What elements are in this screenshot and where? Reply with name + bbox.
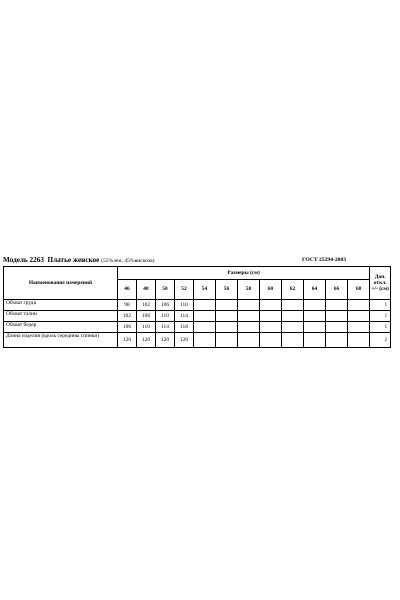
gost-standard: ГОСТ 25294-2003 xyxy=(302,257,347,263)
sizes-header: Размеры (см) xyxy=(118,267,370,280)
tolerance-cell: 1 xyxy=(370,300,391,311)
value-cell xyxy=(238,300,260,311)
table-header-row xyxy=(4,267,391,280)
value-cell: 102 xyxy=(137,300,156,311)
value-cell xyxy=(348,322,370,333)
measurement-name: Обхват талии xyxy=(4,311,118,322)
table-row xyxy=(4,333,391,348)
fabric-composition: (55%лен, 45%вискоза) xyxy=(101,258,155,264)
value-cell: 110 xyxy=(156,311,175,322)
value-cell: 106 xyxy=(156,300,175,311)
value-cell xyxy=(216,322,238,333)
value-cell xyxy=(216,300,238,311)
size-header-cell: 64 xyxy=(304,280,326,300)
value-cell: 114 xyxy=(175,311,194,322)
value-cell xyxy=(238,311,260,322)
size-header-cell: 48 xyxy=(137,280,156,300)
value-cell xyxy=(194,311,216,322)
size-header-cell: 52 xyxy=(175,280,194,300)
value-cell xyxy=(326,311,348,322)
measurement-name: Обхват бедер xyxy=(4,322,118,333)
measurement-name-header: Наименование измерений xyxy=(4,267,118,300)
value-cell: 102 xyxy=(118,311,137,322)
value-cell xyxy=(194,300,216,311)
model-name: Модель 2263 xyxy=(3,256,44,264)
value-cell xyxy=(348,333,370,348)
value-cell: 114 xyxy=(156,322,175,333)
value-cell xyxy=(326,300,348,311)
value-cell: 106 xyxy=(118,322,137,333)
document-title xyxy=(3,256,154,264)
tolerance-cell: 1 xyxy=(370,311,391,322)
measurement-name: Обхват груди xyxy=(4,300,118,311)
table-row xyxy=(4,322,391,333)
tolerance-header: Доп. откл. +/- (см) xyxy=(370,267,391,300)
value-cell xyxy=(326,322,348,333)
table-row xyxy=(4,311,391,322)
value-cell xyxy=(238,322,260,333)
value-cell xyxy=(260,333,282,348)
size-header-cell: 58 xyxy=(238,280,260,300)
value-cell xyxy=(348,300,370,311)
size-chart-table xyxy=(3,266,391,348)
value-cell xyxy=(282,322,304,333)
value-cell xyxy=(304,311,326,322)
value-cell: 120 xyxy=(175,333,194,348)
size-header-cell: 60 xyxy=(260,280,282,300)
value-cell: 106 xyxy=(137,311,156,322)
value-cell xyxy=(260,311,282,322)
size-header-cell: 66 xyxy=(326,280,348,300)
size-header-cell: 68 xyxy=(348,280,370,300)
value-cell: 110 xyxy=(137,322,156,333)
value-cell xyxy=(326,333,348,348)
size-header-cell: 56 xyxy=(216,280,238,300)
value-cell xyxy=(194,333,216,348)
table-row xyxy=(4,300,391,311)
value-cell xyxy=(282,300,304,311)
value-cell xyxy=(216,333,238,348)
measurement-name: Длина изделия (вдоль середины спинки) xyxy=(4,333,118,348)
value-cell xyxy=(238,333,260,348)
value-cell xyxy=(260,322,282,333)
value-cell xyxy=(304,300,326,311)
value-cell: 98 xyxy=(118,300,137,311)
value-cell xyxy=(282,311,304,322)
value-cell xyxy=(348,311,370,322)
size-header-cell: 54 xyxy=(194,280,216,300)
value-cell xyxy=(304,322,326,333)
tolerance-cell: 1 xyxy=(370,322,391,333)
size-header-cell: 46 xyxy=(118,280,137,300)
size-header-cell: 50 xyxy=(156,280,175,300)
value-cell xyxy=(194,322,216,333)
value-cell: 110 xyxy=(175,300,194,311)
value-cell: 118 xyxy=(175,322,194,333)
value-cell: 120 xyxy=(137,333,156,348)
value-cell xyxy=(304,333,326,348)
value-cell xyxy=(282,333,304,348)
product-name: Платье женское xyxy=(47,256,100,264)
value-cell xyxy=(216,311,238,322)
value-cell xyxy=(260,300,282,311)
tolerance-cell: 2 xyxy=(370,333,391,348)
size-header-cell: 62 xyxy=(282,280,304,300)
value-cell: 120 xyxy=(156,333,175,348)
value-cell: 120 xyxy=(118,333,137,348)
